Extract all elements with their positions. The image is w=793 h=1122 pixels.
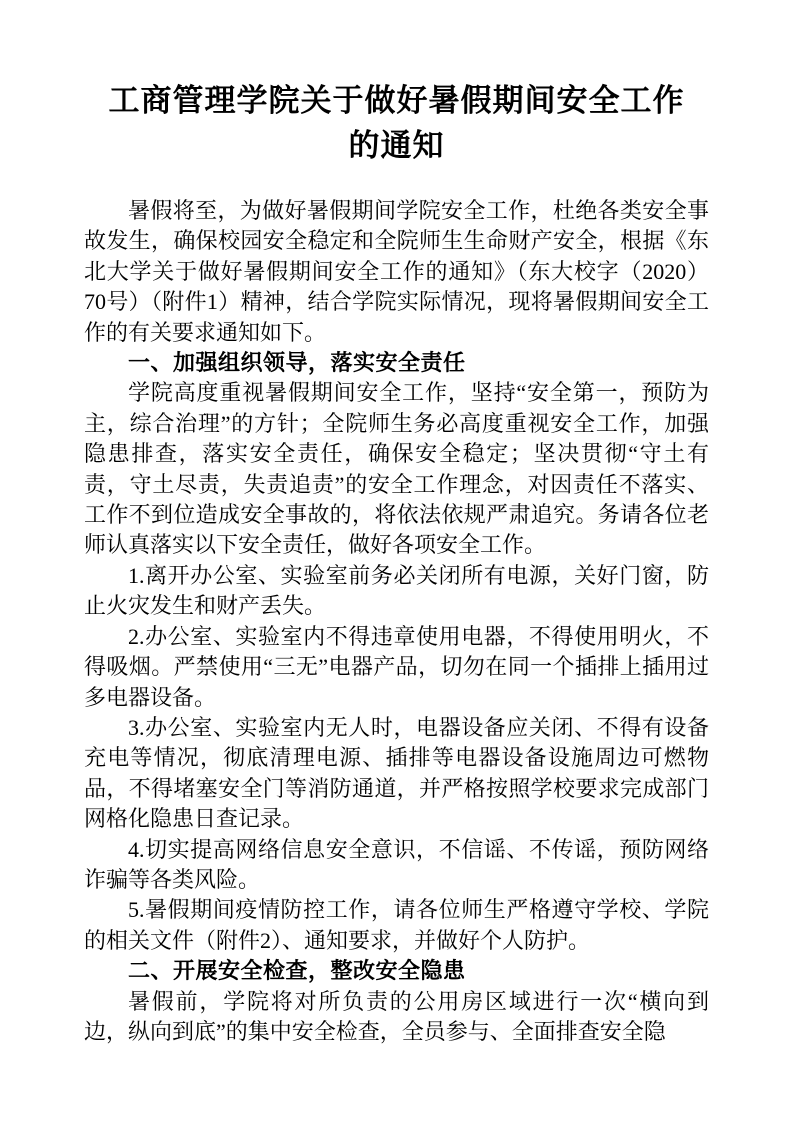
list-item-1: 1.离开办公室、实验室前务必关闭所有电源，关好门窗，防止火灾发生和财产丢失。 [84,562,709,619]
notice-title: 工商管理学院关于做好暑假期间安全工作的通知 [108,83,685,163]
section-1-paragraph: 学院高度重视暑假期间安全工作，坚持“安全第一，预防为主，综合治理”的方针；全院师生务必高度重视安全工作，加强隐患排查，落实安全责任，确保安全稳定；坚决贯彻“守土有责，守土尽责，失责追责”的安全工作理念，对因责任不落实、工作不到位造成安全事故的，将依法依规严肃追究。务请各位老师认真落实以下安全责任，做好各项安全工作。 [84,380,709,558]
intro-paragraph: 暑假将至，为做好暑假期间学院安全工作，杜绝各类安全事故发生，确保校园安全稳定和全院师生生命财产安全，根据《东北大学关于做好暑假期间安全工作的通知》（东大校字（2020）70号）（附件1）精神，结合学院实际情况，现将暑假期间安全工作的有关要求通知如下。 [84,198,709,345]
list-item-5: 5.暑假期间疫情防控工作，请各位师生严格遵守学校、学院的相关文件（附件2）、通知要求，并做好个人防护。 [84,897,709,953]
list-item-4: 4.切实提高网络信息安全意识，不信谣、不传谣，预防网络诈骗等各类风险。 [84,836,709,892]
list-item-2: 2.办公室、实验室内不得违章使用电器，不得使用明火，不得吸烟。严禁使用“三无”电器产品，切勿在同一个插排上插用过多电器设备。 [84,623,709,710]
list-item-3: 3.办公室、实验室内无人时，电器设备应关闭、不得有设备充电等情况，彻底清理电源、插排等电器设备设施周边可燃物品，不得堵塞安全门等消防通道，并严格按照学校要求完成部门网格化隐患日查记录。 [84,714,709,832]
section-1-heading: 一、加强组织领导，落实安全责任 [128,350,466,376]
section-2-heading: 二、开展安全检查，整改安全隐患 [128,958,466,984]
section-2-paragraph: 暑假前，学院将对所负责的公用房区域进行一次“横向到边，纵向到底”的集中安全检查，全员参与、全面排查安全隐 [84,988,709,1044]
